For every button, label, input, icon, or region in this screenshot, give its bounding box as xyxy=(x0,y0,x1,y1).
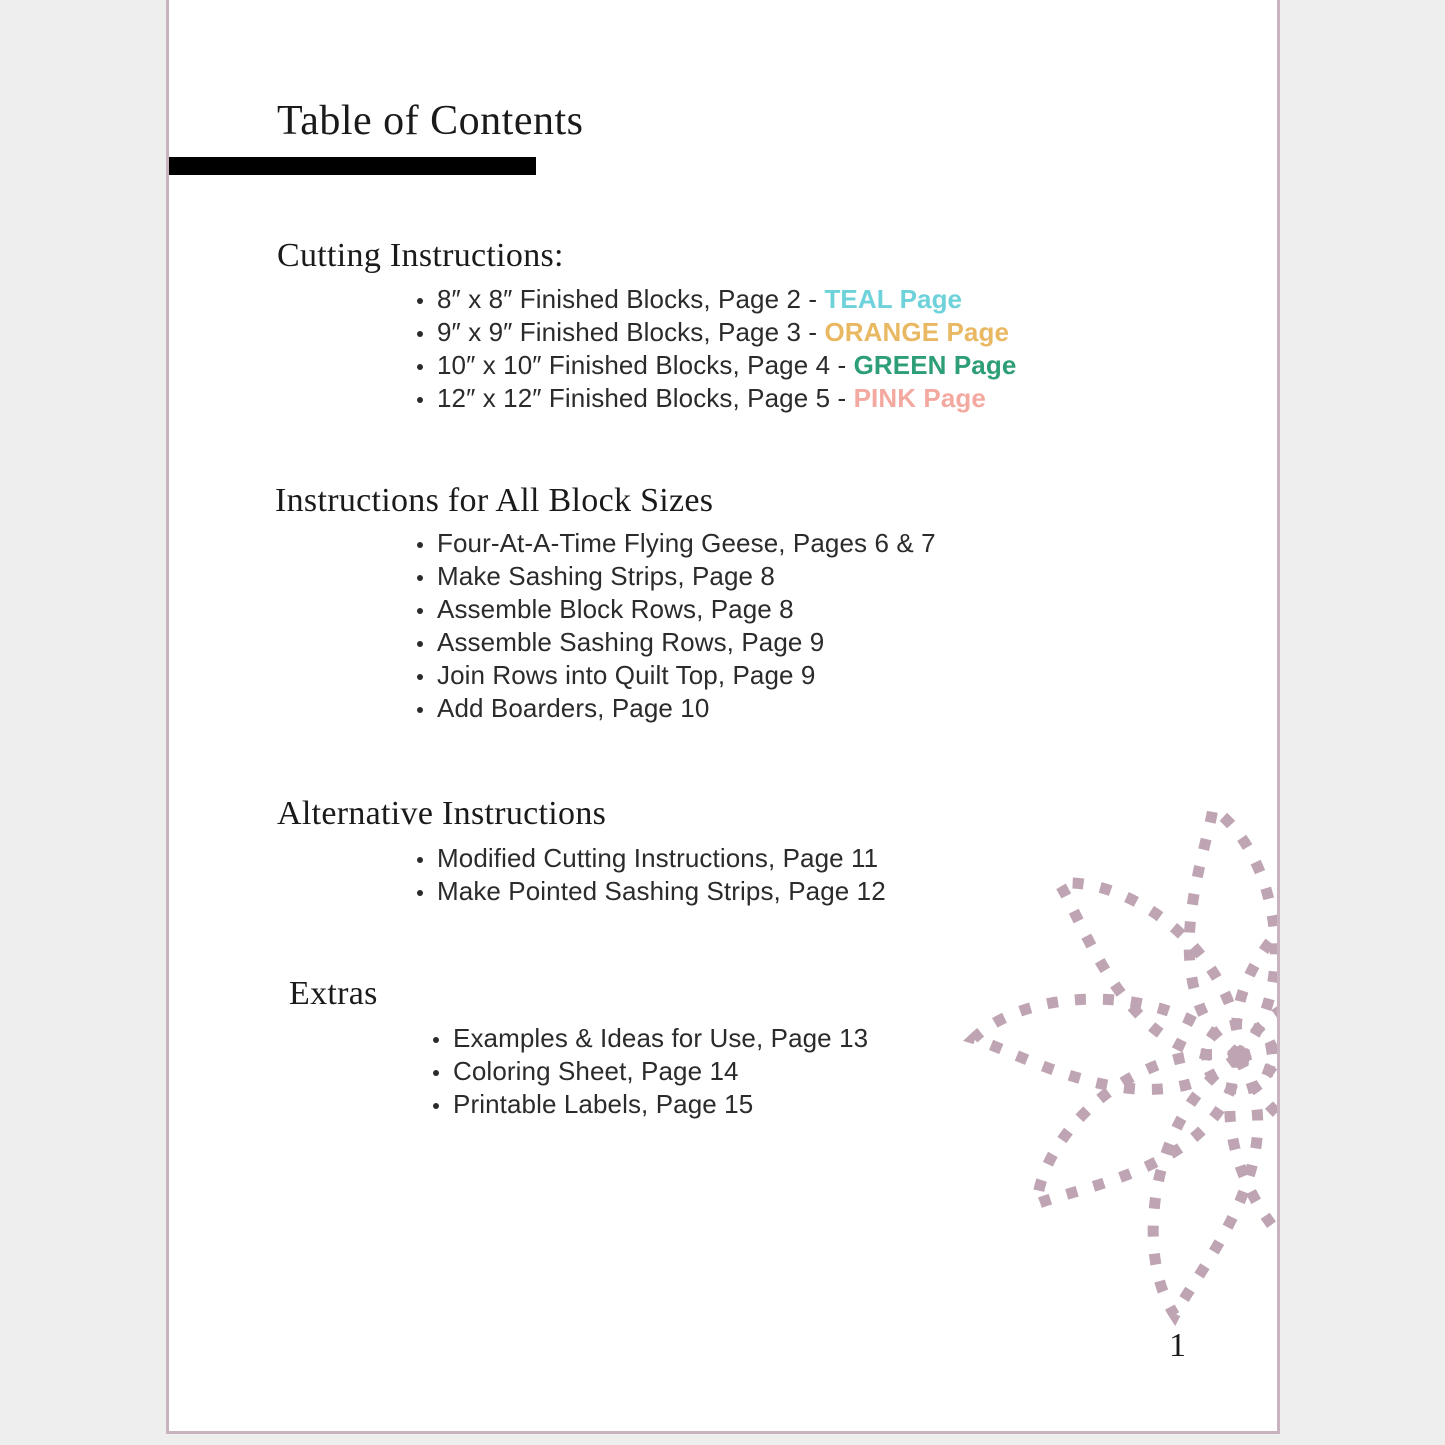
list-item[interactable] xyxy=(415,560,936,593)
list-item-label: 8″ x 8″ Finished Blocks, Page 2 - xyxy=(437,284,825,314)
list-item-label: Printable Labels, Page 15 xyxy=(453,1089,754,1119)
color-tag-green: GREEN Page xyxy=(853,350,1017,380)
list-item-label: 9″ x 9″ Finished Blocks, Page 3 - xyxy=(437,317,825,347)
section-heading-instructions-all-block-sizes: Instructions for All Block Sizes xyxy=(275,482,714,519)
color-tag-orange: ORANGE Page xyxy=(824,317,1010,347)
document-page xyxy=(166,0,1280,1434)
page-number: 1 xyxy=(1169,1327,1186,1364)
page-title: Table of Contents xyxy=(277,98,584,144)
list-extras xyxy=(431,1022,868,1121)
flower-petal xyxy=(1008,1018,1262,1236)
list-cutting-instructions xyxy=(415,283,1016,415)
list-item-label: 10″ x 10″ Finished Blocks, Page 4 - xyxy=(437,350,854,380)
section-heading-cutting-instructions: Cutting Instructions: xyxy=(277,237,564,274)
list-item[interactable] xyxy=(415,626,936,659)
list-instructions-all-block-sizes xyxy=(415,527,936,725)
list-item-label: Assemble Sashing Rows, Page 9 xyxy=(437,627,825,657)
flower-petal xyxy=(1174,803,1277,1061)
list-item-label: Make Pointed Sashing Strips, Page 12 xyxy=(437,876,886,906)
dashed-stitch-pinwheel-flower-icon xyxy=(869,727,1277,1347)
list-item[interactable] xyxy=(415,527,936,560)
section-heading-alternative-instructions: Alternative Instructions xyxy=(277,795,607,832)
flower-petal xyxy=(1032,849,1272,1085)
list-item[interactable] xyxy=(431,1022,868,1055)
title-underline-rule xyxy=(169,157,536,175)
list-item[interactable] xyxy=(415,875,886,908)
flower-petal xyxy=(971,990,1242,1096)
list-item-label: Make Sashing Strips, Page 8 xyxy=(437,561,775,591)
flower-petal xyxy=(1196,1040,1277,1303)
color-tag-teal: TEAL Page xyxy=(824,284,963,314)
flower-petal xyxy=(1128,1045,1277,1324)
list-item[interactable] xyxy=(415,593,936,626)
flower-petal xyxy=(1207,815,1277,1084)
flower-petal xyxy=(1219,1021,1277,1209)
list-item[interactable] xyxy=(415,283,1016,316)
list-item-label: Modified Cutting Instructions, Page 11 xyxy=(437,843,879,873)
list-item-label: 12″ x 12″ Finished Blocks, Page 5 - xyxy=(437,383,854,413)
section-heading-extras: Extras xyxy=(289,975,378,1012)
list-item-label: Join Rows into Quilt Top, Page 9 xyxy=(437,660,816,690)
list-item[interactable] xyxy=(415,316,1016,349)
list-item-label: Examples & Ideas for Use, Page 13 xyxy=(453,1023,869,1053)
list-item[interactable] xyxy=(431,1055,868,1088)
list-alternative-instructions xyxy=(415,842,886,908)
color-tag-pink: PINK Page xyxy=(853,383,986,413)
list-item[interactable] xyxy=(431,1088,868,1121)
list-item[interactable] xyxy=(415,659,936,692)
list-item-label: Four-At-A-Time Flying Geese, Pages 6 & 7 xyxy=(437,528,936,558)
list-item[interactable] xyxy=(415,349,1016,382)
flower-petal xyxy=(1228,951,1277,1104)
list-item-label: Coloring Sheet, Page 14 xyxy=(453,1056,739,1086)
page-content-area xyxy=(169,0,1277,1431)
list-item-label: Add Boarders, Page 10 xyxy=(437,693,710,723)
list-item[interactable] xyxy=(415,382,1016,415)
list-item-label: Assemble Block Rows, Page 8 xyxy=(437,594,794,624)
list-item[interactable] xyxy=(415,692,936,725)
list-item[interactable] xyxy=(415,842,886,875)
